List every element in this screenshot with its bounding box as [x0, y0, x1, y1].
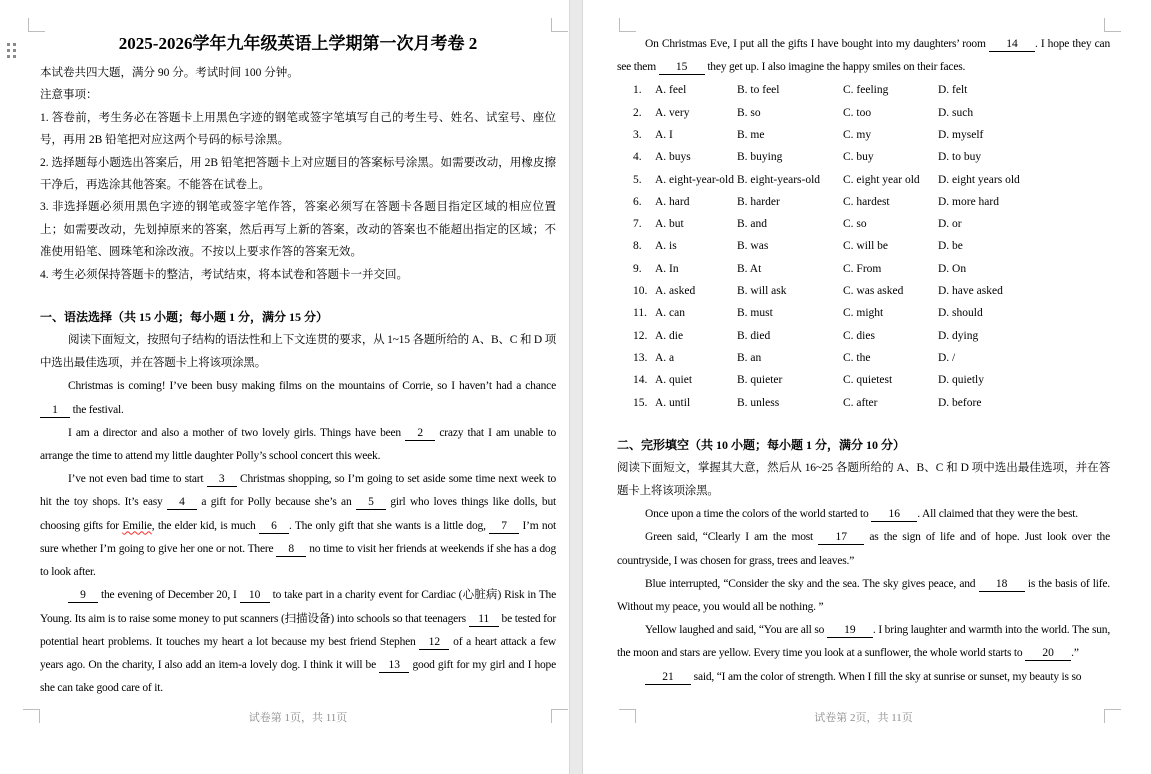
option-cell: D. On: [938, 262, 967, 275]
option-cell: D. felt: [938, 84, 968, 97]
option-cell: B. me: [737, 129, 765, 141]
notes-heading: 注意事项：: [40, 89, 98, 102]
option-cell: B. harder: [737, 195, 780, 208]
question-number: 12.: [633, 329, 648, 342]
blank-13: 13: [379, 659, 409, 673]
page-footer: 试卷第 2页，共 11页: [814, 712, 913, 724]
question-number: 14.: [633, 374, 648, 387]
section2-instructions: 阅读下面短文，掌握其大意，然后从 16~25 各题所给的 A、B、C 和 D 项中选出最佳选项，并在答题卡上将该项涂黑。: [617, 461, 1110, 498]
question-row: [617, 191, 1110, 213]
blank-21: 21: [645, 671, 691, 685]
question-row: [617, 392, 1110, 414]
option-cell: C. dies: [843, 329, 875, 342]
blank-17: 17: [818, 531, 864, 545]
option-cell: 13. A. a: [633, 347, 737, 369]
question-row: [617, 280, 1110, 302]
page-footer: 试卷第 1页，共 11页: [248, 712, 348, 724]
passage-paragraph: Christmas is coming! I’ve been busy making films on the mountains of Corrie, so I haven’t had a chance 1 the festival.: [40, 375, 556, 421]
option-cell: B. buying: [737, 151, 783, 164]
option-cell: C. buy: [843, 151, 874, 164]
blank-11: 11: [469, 613, 499, 627]
option-cell: C. feeling: [843, 84, 889, 97]
section1-instructions: 阅读下面短文，按照句子结构的语法性和上下文连贯的要求，从 1~15 各题所给的 A、B、C 和 D 项中选出最佳选项，并在答题卡上将该项涂黑。: [40, 334, 556, 370]
option-cell: B. and: [737, 218, 768, 231]
option-cell: D. /: [938, 351, 956, 364]
option-cell: B. unless: [737, 396, 780, 409]
option-cell: D. have asked: [938, 285, 1003, 298]
option-cell: C. so: [843, 218, 867, 231]
blank-20: 20: [1025, 647, 1071, 661]
question-row: [617, 347, 1110, 369]
note-line: 3. 非选择题必须用黑色字迹的钢笔或签字笔作答，答案必须写在答题卡各题目指定区域的相应位置上；如需要改动，先划掉原来的答案，然后再写上新的答案，改动的答案也不能超出指定的区域；不准使用铅笔、圆珠笔和涂改液。不按以上要求作答的答案无效。: [40, 201, 556, 259]
option-cell: 3. A. I: [633, 124, 737, 146]
question-number: 5.: [633, 173, 642, 186]
question-number: 3.: [633, 129, 642, 141]
option-cell: C. my: [843, 129, 872, 141]
blank-15: 15: [659, 61, 705, 75]
option-cell: B. At: [737, 262, 762, 275]
passage-paragraph: 21 said, “I am the color of strength. When I fill the sky at sunrise or sunset, my beauty is so: [617, 666, 1110, 689]
blank-7: 7: [489, 520, 519, 534]
question-row: [617, 169, 1110, 191]
passage-paragraph: 9 the evening of December 20, I 10 to take part in a charity event for Cardiac (心脏病) Risk in The Young. Its aim is to raise some money to put scanners (扫描设备) into schools so that teenagers 11 be tested for potential heart problems. It touches my heart a lot because my best friend Stephen 12 of a heart attack a few years ago. On the charity, I also add an item-a lovely dog. I think it will be 13 good gift for my girl and I hope she can take good care of it.: [40, 589, 557, 695]
question-number: 4.: [633, 151, 642, 164]
option-cell: 14. A. quiet: [633, 369, 737, 391]
option-cell: D. such: [938, 106, 974, 119]
blank-5: 5: [356, 496, 386, 510]
option-cell: 8. A. is: [633, 235, 737, 257]
passage-paragraph: Blue interrupted, “Consider the sky and the sea. The sky gives peace, and 18 is the basis of life. Without my peace, you would all be nothing. ”: [617, 577, 1110, 614]
option-cell: C. was asked: [843, 285, 904, 298]
option-cell: 6. A. hard: [633, 191, 737, 213]
section1-heading: 一、语法选择（共 15 小题；每小题 1 分，满分 15 分）: [40, 310, 329, 325]
blank-18: 18: [979, 578, 1025, 592]
question-number: 15.: [633, 396, 648, 409]
blank-10: 10: [240, 589, 270, 603]
option-cell: B. quieter: [737, 374, 783, 387]
question-number: 11.: [633, 307, 647, 320]
blank-12: 12: [419, 636, 449, 650]
page-1: [0, 0, 569, 774]
passage-paragraph: Yellow laughed and said, “You are all so 19 . I bring laughter and warmth into the world. The sun, the moon and stars are yellow. Every time you look at a sunflower, the whole world starts to 20 .”: [617, 624, 1110, 660]
option-cell: D. myself: [938, 129, 984, 141]
option-cell: D. more hard: [938, 195, 999, 208]
blank-19: 19: [827, 624, 873, 638]
option-cell: B. will ask: [737, 285, 787, 298]
option-cell: B. so: [737, 106, 761, 119]
option-cell: 4. A. buys: [633, 146, 737, 168]
section1-passage: [40, 375, 556, 700]
option-cell: C. might: [843, 307, 884, 320]
question-row: [617, 124, 1110, 146]
option-cell: B. must: [737, 307, 773, 320]
option-cell: 1. A. feel: [633, 79, 737, 101]
option-cell: D. or: [938, 218, 962, 231]
question-row: [617, 369, 1110, 391]
option-cell: D. before: [938, 396, 982, 409]
option-cell: B. was: [737, 240, 769, 253]
page-gap: [569, 0, 583, 774]
question-number: 1.: [633, 84, 642, 97]
passage-paragraph: Once upon a time the colors of the world started to 16 . All claimed that they were the best.: [645, 508, 1078, 521]
question-number: 10.: [633, 285, 648, 298]
blank-6: 6: [259, 520, 289, 534]
crop-mark: [23, 709, 40, 723]
question-row: [617, 258, 1110, 280]
passage-paragraph: Green said, “Clearly I am the most 17 as the sign of life and of hope. Just look over the countryside, I was chosen for grass, trees and leaves.”: [617, 531, 1110, 567]
page-2: [583, 0, 1151, 774]
passage-paragraph: I am a director and also a mother of two lovely girls. Things have been 2 crazy that I am unable to arrange the time to attend my little daughter Polly’s school concert this week.: [40, 426, 556, 463]
blank-2: 2: [405, 427, 435, 441]
question-row: [617, 146, 1110, 168]
option-cell: B. to feel: [737, 84, 780, 97]
question-row: [617, 235, 1110, 257]
question-number: 7.: [633, 218, 642, 231]
intro-line: 本试卷共四大题，满分 90 分。考试时间 100 分钟。: [40, 67, 299, 79]
question-number: 6.: [633, 195, 642, 208]
option-cell: C. hardest: [843, 195, 890, 208]
passage-paragraph: I’ve not even bad time to start 3 Christmas shopping, so I’m going to set aside some time next week to hit the toy shops. It’s easy 4 a gift for Polly because she’s an 5 girl who loves things like dolls, but choosing gifts for Emilie, the elder kid, is much 6 . The only gift that she wants is a little dog, 7 I’m not sure whether I’m going to give her one or not. There 8 no time to visit her friends at weekends if she has a dog to look after.: [40, 473, 556, 579]
note-line: 2. 选择题每小题选出答案后，用 2B 铅笔把答题卡上对应题目的答案标号涂黑。如需要改动，用橡皮擦干净后，再选涂其他答案。不能答在试卷上。: [40, 156, 556, 192]
option-cell: B. died: [737, 329, 771, 342]
option-cell: 9. A. In: [633, 258, 737, 280]
option-cell: D. dying: [938, 329, 979, 342]
blank-1: 1: [40, 404, 70, 418]
option-cell: D. be: [938, 240, 963, 253]
option-cell: 11. A. can: [633, 302, 737, 324]
question-row: [617, 213, 1110, 235]
option-cell: 10. A. asked: [633, 280, 737, 302]
blank-16: 16: [871, 508, 917, 522]
question-row: [617, 102, 1110, 124]
option-cell: 7. A. but: [633, 213, 737, 235]
note-line: 1. 答卷前，考生务必在答题卡上用黑色字迹的钢笔或签字笔填写自己的考生号、姓名、试室号、座位号，再用 2B 铅笔把对应这两个号码的标号涂黑。: [40, 111, 556, 147]
option-cell: 2. A. very: [633, 102, 737, 124]
option-cell: 12. A. die: [633, 325, 737, 347]
question-row: [617, 79, 1110, 101]
option-cell: C. From: [843, 262, 882, 275]
option-cell: C. the: [843, 351, 871, 364]
blank-14: 14: [989, 38, 1035, 52]
question-number: 13.: [633, 351, 648, 364]
section2-passage: [617, 503, 1110, 689]
option-cell: C. quietest: [843, 374, 893, 387]
blank-4: 4: [167, 496, 197, 510]
question-list: [617, 79, 1110, 413]
misspelled-word: Emilie: [122, 519, 152, 532]
section2-heading: 二、完形填空（共 10 小题；每小题 1 分，满分 10 分）: [617, 437, 906, 452]
option-cell: C. too: [843, 106, 872, 119]
option-cell: 5. A. eight-year-old: [633, 169, 737, 191]
option-cell: C. eight year old: [843, 173, 920, 186]
question-row: [617, 302, 1110, 324]
passage-paragraph: On Christmas Eve, I put all the gifts I have bought into my daughters’ room 14 . I hope they can see them 15 they get up. I also imagine the happy smiles on their faces.: [617, 38, 1110, 74]
option-cell: D. quietly: [938, 374, 984, 387]
option-cell: D. to buy: [938, 151, 982, 164]
question-row: [617, 325, 1110, 347]
note-line: 4. 考生必须保持答题卡的整洁，考试结束，将本试卷和答题卡一并交回。: [40, 268, 408, 281]
option-cell: B. an: [737, 351, 762, 364]
option-cell: B. eight-years-old: [737, 173, 821, 186]
option-cell: C. will be: [843, 240, 889, 253]
option-cell: 15. A. until: [633, 392, 737, 414]
option-cell: D. eight years old: [938, 173, 1020, 186]
blank-9: 9: [68, 589, 98, 603]
question-number: 9.: [633, 262, 642, 275]
page-title: 2025-2026学年九年级英语上学期第一次月考卷 2: [118, 34, 478, 53]
question-number: 2.: [633, 106, 642, 119]
blank-3: 3: [207, 473, 237, 487]
blank-8: 8: [276, 543, 306, 557]
option-cell: D. should: [938, 307, 983, 320]
section1-passage-continued: [617, 33, 1110, 79]
question-number: 8.: [633, 240, 642, 253]
option-cell: C. after: [843, 396, 878, 409]
